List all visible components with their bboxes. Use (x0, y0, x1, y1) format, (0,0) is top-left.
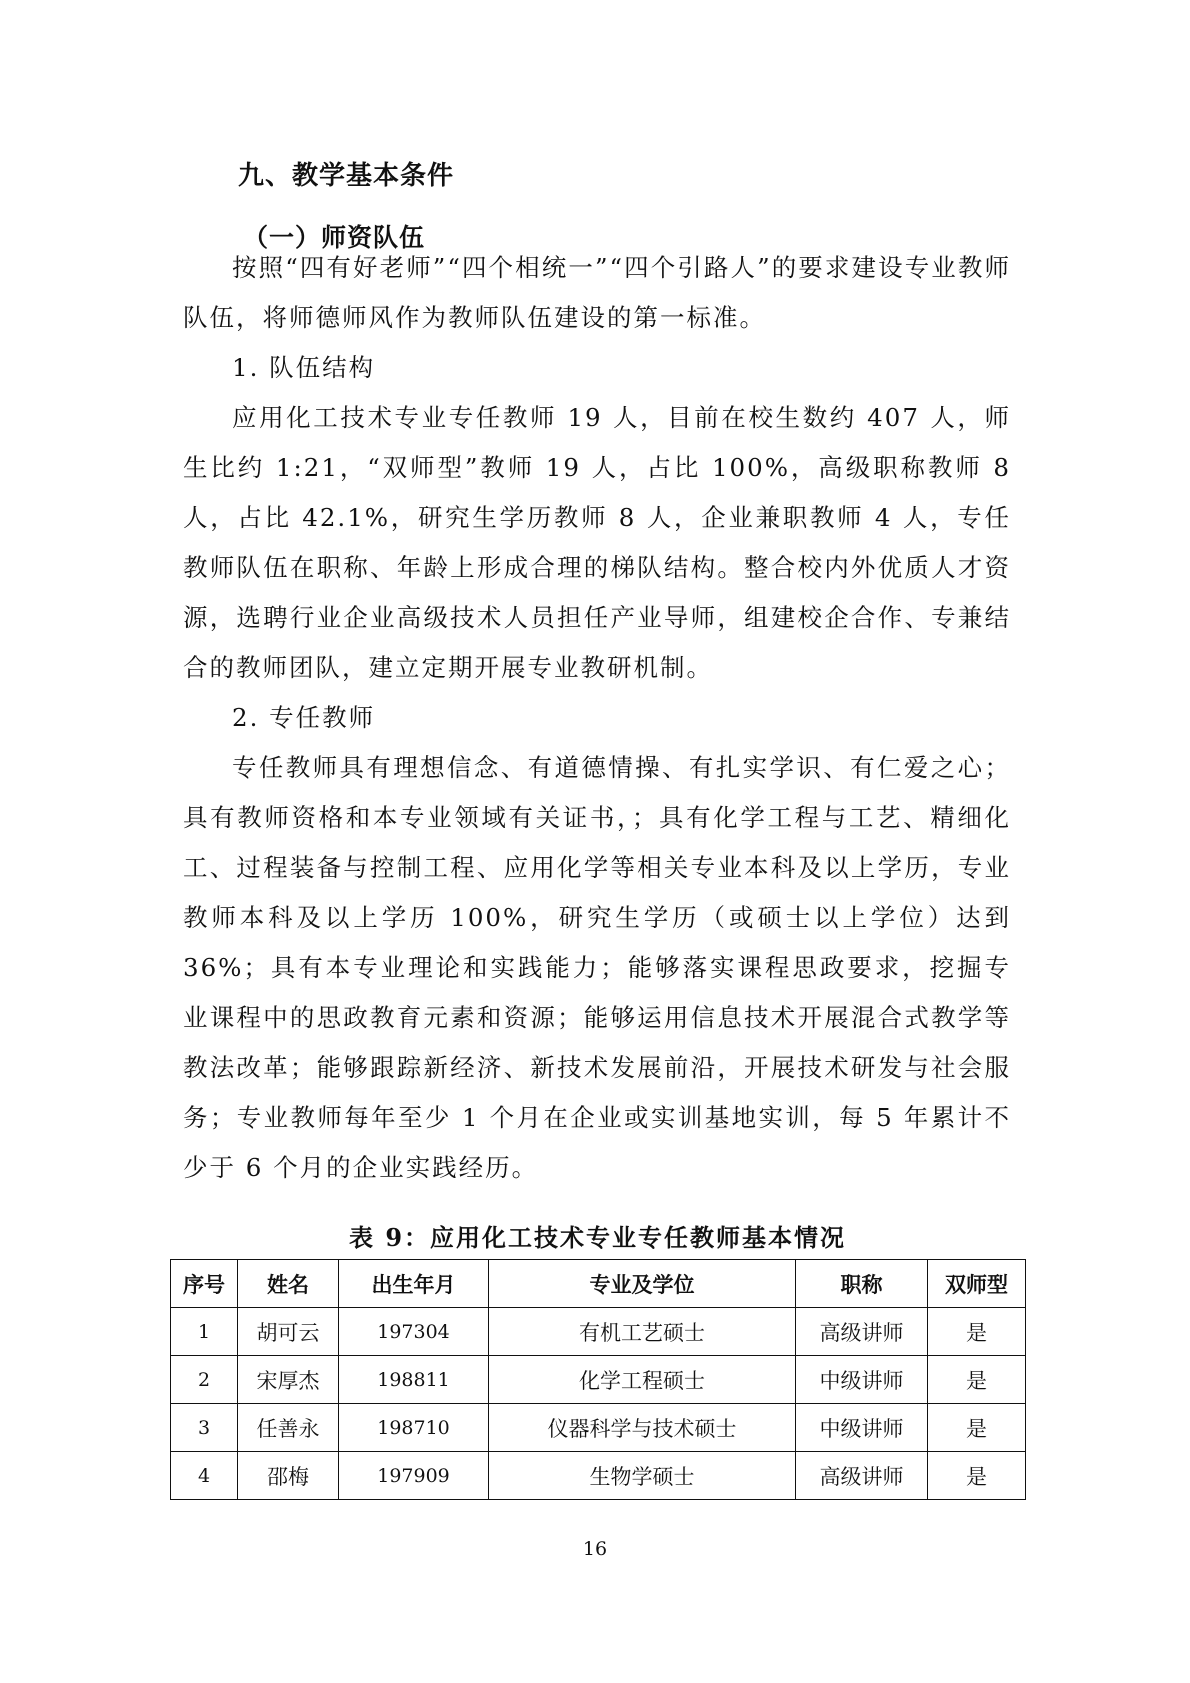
cell-major-degree: 仪器科学与技术硕士 (489, 1404, 796, 1452)
header-name: 姓名 (238, 1260, 339, 1308)
cell-title: 中级讲师 (796, 1356, 928, 1404)
cell-index: 4 (171, 1452, 238, 1500)
body-text (183, 243, 1011, 1193)
header-dual-qualified: 双师型 (928, 1260, 1026, 1308)
cell-title: 高级讲师 (796, 1308, 928, 1356)
header-major-degree: 专业及学位 (489, 1260, 796, 1308)
teachers-table (170, 1259, 1026, 1500)
cell-name: 任善永 (238, 1404, 339, 1452)
intro-paragraph: 按照“四有好老师”“四个相统一”“四个引路人”的要求建设专业教师队伍，将师德师风作为教师队伍建设的第一标准。 (183, 253, 1011, 332)
cell-major-degree: 有机工艺硕士 (489, 1308, 796, 1356)
cell-dual-qualified: 是 (928, 1404, 1026, 1452)
cell-birth: 197909 (339, 1452, 489, 1500)
table-header-row (171, 1260, 1026, 1308)
page-number: 16 (582, 1538, 608, 1560)
cell-title: 中级讲师 (796, 1404, 928, 1452)
cell-major-degree: 生物学硕士 (489, 1452, 796, 1500)
cell-index: 1 (171, 1308, 238, 1356)
table-row (171, 1404, 1026, 1452)
header-index: 序号 (171, 1260, 238, 1308)
cell-index: 3 (171, 1404, 238, 1452)
item1-heading: 1. 队伍结构 (232, 353, 376, 382)
header-title: 职称 (796, 1260, 928, 1308)
item1-paragraph: 应用化工技术专业专任教师 19 人，目前在校生数约 407 人，师生比约 1:21，“双师型”教师 19 人，占比 100%，高级职称教师 8 人，占比 42.1%，研究生学历教师 8 人，企业兼职教师 4 人，专任教师队伍在职称、年龄上形成合理的梯队结构。整合校内外优质人才资源，选聘行业企业高级技术人员担任产业导师，组建校企合作、专兼结合的教师团队，建立定期开展专业教研机制。 (183, 403, 1011, 682)
cell-birth: 197304 (339, 1308, 489, 1356)
cell-name: 邵梅 (238, 1452, 339, 1500)
table-caption: 表 9：应用化工技术专业专任教师基本情况 (348, 1223, 847, 1252)
cell-birth: 198811 (339, 1356, 489, 1404)
section-title: 九、教学基本条件 (238, 161, 455, 191)
item2-heading: 2. 专任教师 (232, 703, 376, 732)
cell-birth: 198710 (339, 1404, 489, 1452)
table-row (171, 1452, 1026, 1500)
cell-dual-qualified: 是 (928, 1308, 1026, 1356)
subsection-title: （一）师资队伍 (243, 223, 426, 252)
table-row (171, 1356, 1026, 1404)
table-row (171, 1308, 1026, 1356)
header-birth: 出生年月 (339, 1260, 489, 1308)
cell-dual-qualified: 是 (928, 1452, 1026, 1500)
cell-title: 高级讲师 (796, 1452, 928, 1500)
cell-index: 2 (171, 1356, 238, 1404)
cell-name: 宋厚杰 (238, 1356, 339, 1404)
cell-dual-qualified: 是 (928, 1356, 1026, 1404)
cell-major-degree: 化学工程硕士 (489, 1356, 796, 1404)
item2-paragraph: 专任教师具有理想信念、有道德情操、有扎实学识、有仁爱之心；具有教师资格和本专业领域有关证书，；具有化学工程与工艺、精细化工、过程装备与控制工程、应用化学等相关专业本科及以上学历，专业教师本科及以上学历 100%，研究生学历（或硕士以上学位）达到 36%；具有本专业理论和实践能力；能够落实课程思政要求，挖掘专业课程中的思政教育元素和资源；能够运用信息技术开展混合式教学等教法改革；能够跟踪新经济、新技术发展前沿，开展技术研发与社会服务；专业教师每年至少 1 个月在企业或实训基地实训，每 5 年累计不少于 6 个月的企业实践经历。 (183, 753, 1011, 1182)
cell-name: 胡可云 (238, 1308, 339, 1356)
